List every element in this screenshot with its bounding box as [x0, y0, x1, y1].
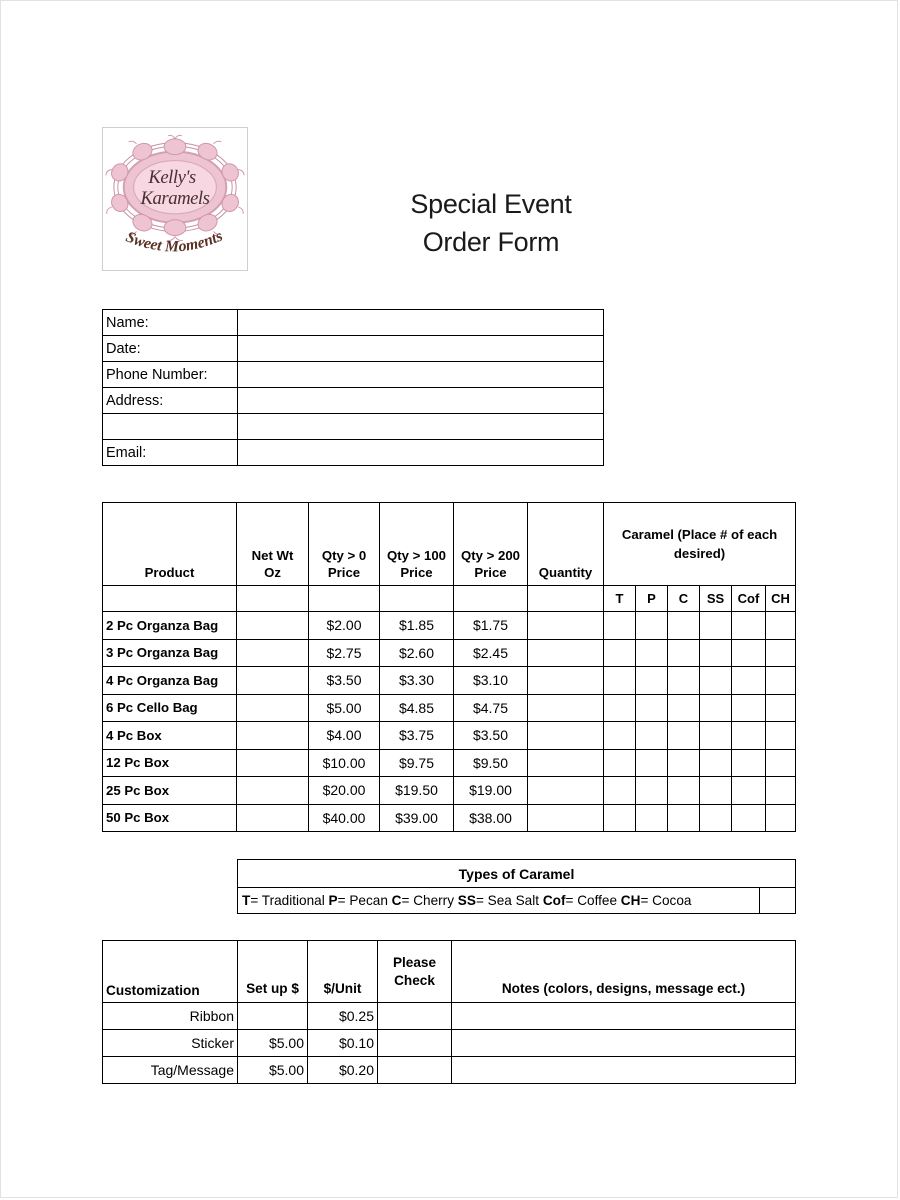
caramel-types-extra-cell[interactable] [760, 888, 796, 914]
caramel-qty-c[interactable] [668, 612, 700, 640]
col-header-net-weight-line1: Net Wt [251, 548, 294, 563]
caramel-types-title: Types of Caramel [238, 860, 796, 888]
col-header-notes: Notes (colors, designs, message ect.) [452, 941, 796, 1003]
customization-table [102, 940, 796, 1084]
caramel-qty-p[interactable] [636, 777, 668, 805]
contact-label-name: Name: [103, 310, 238, 336]
legend-code-ch: CH [620, 893, 641, 908]
col-header-please-check [378, 941, 452, 1003]
caramel-qty-ss[interactable] [700, 749, 732, 777]
contact-label-address2 [103, 414, 238, 440]
table-row [103, 1057, 796, 1084]
caramel-qty-cof[interactable] [732, 777, 766, 805]
contact-info-table [102, 309, 604, 466]
caramel-qty-p[interactable] [636, 749, 668, 777]
product-name: 3 Pc Organza Bag [103, 639, 237, 667]
legend-code-t: T [242, 893, 251, 908]
svg-text:Karamels: Karamels [140, 187, 210, 209]
product-price-qty200: $2.45 [454, 639, 528, 667]
contact-label-email: Email: [103, 440, 238, 466]
caramel-qty-t[interactable] [604, 667, 636, 695]
customization-check-tag-message[interactable] [378, 1057, 452, 1084]
legend-code-p: P [328, 893, 338, 908]
col-header-setup-cost: Set up $ [238, 941, 308, 1003]
caramel-qty-t[interactable] [604, 777, 636, 805]
product-quantity-input[interactable] [528, 749, 604, 777]
legend-sep-t: = [250, 893, 262, 908]
customization-name-tag-message: Tag/Message [103, 1057, 238, 1084]
contact-input-phone[interactable] [238, 362, 604, 388]
product-name: 12 Pc Box [103, 749, 237, 777]
product-price-qty0: $2.75 [309, 639, 380, 667]
caramel-qty-ss[interactable] [700, 694, 732, 722]
col-header-qty-100-line2: Price [400, 565, 433, 580]
caramel-qty-ch[interactable] [766, 777, 796, 805]
caramel-code-cof: Cof [732, 586, 766, 612]
caramel-qty-ch[interactable] [766, 612, 796, 640]
caramel-qty-t[interactable] [604, 694, 636, 722]
caramel-qty-cof[interactable] [732, 722, 766, 750]
product-net-weight-input[interactable] [237, 639, 309, 667]
table-row [238, 860, 796, 888]
product-price-qty200: $3.50 [454, 722, 528, 750]
caramel-qty-c[interactable] [668, 639, 700, 667]
contact-input-name[interactable] [238, 310, 604, 336]
col-header-please-check-line2: Check [394, 972, 435, 988]
caramel-qty-p[interactable] [636, 804, 668, 832]
caramel-qty-p[interactable] [636, 722, 668, 750]
caramel-types-table [237, 859, 796, 914]
col-header-qty-100-line1: Qty > 100 [386, 548, 446, 563]
company-logo [102, 127, 248, 271]
customization-per-unit-sticker: $0.10 [308, 1030, 378, 1057]
caramel-code-c: C [668, 586, 700, 612]
product-net-weight-input[interactable] [237, 694, 309, 722]
caramel-code-ch: CH [766, 586, 796, 612]
product-price-qty200: $19.00 [454, 777, 528, 805]
page-title-line-2: Order Form [422, 227, 560, 257]
product-price-qty200: $38.00 [454, 804, 528, 832]
col-header-please-check-line1: Please [392, 954, 437, 970]
subheader-spacer-qty-200 [454, 586, 528, 612]
product-quantity-input[interactable] [528, 722, 604, 750]
col-header-quantity: Quantity [528, 503, 604, 586]
product-net-weight-input[interactable] [237, 804, 309, 832]
product-price-qty100: $9.75 [380, 749, 454, 777]
product-price-qty200: $1.75 [454, 612, 528, 640]
caramel-qty-ss[interactable] [700, 639, 732, 667]
customization-notes-ribbon[interactable] [452, 1003, 796, 1030]
col-header-qty-200-line1: Qty > 200 [460, 548, 520, 563]
legend-sep-c: = [401, 893, 414, 908]
customization-setup-ribbon [238, 1003, 308, 1030]
col-header-qty-0 [309, 503, 380, 586]
product-name: 4 Pc Organza Bag [103, 667, 237, 695]
caramel-qty-t[interactable] [604, 612, 636, 640]
table-row [103, 362, 604, 388]
caramel-code-row [103, 586, 796, 612]
legend-code-ss: SS [457, 893, 476, 908]
product-quantity-input[interactable] [528, 639, 604, 667]
product-price-qty100: $3.75 [380, 722, 454, 750]
table-row [103, 310, 604, 336]
table-row [103, 612, 796, 640]
kellys-karamels-logo-icon [103, 128, 247, 270]
col-header-net-weight-line2: Oz [264, 565, 281, 580]
caramel-code-ss: SS [700, 586, 732, 612]
legend-sep-ch: = [640, 893, 653, 908]
product-name: 4 Pc Box [103, 722, 237, 750]
customization-name-sticker: Sticker [103, 1030, 238, 1057]
table-row [103, 639, 796, 667]
product-name: 6 Pc Cello Bag [103, 694, 237, 722]
caramel-qty-cof[interactable] [732, 804, 766, 832]
col-header-qty-200-line2: Price [474, 565, 507, 580]
caramel-qty-p[interactable] [636, 667, 668, 695]
table-row [103, 749, 796, 777]
product-net-weight-input[interactable] [237, 667, 309, 695]
legend-sep-p: = [337, 893, 350, 908]
legend-sep-ss: = [475, 893, 488, 908]
contact-input-address[interactable] [238, 388, 604, 414]
caramel-qty-ch[interactable] [766, 639, 796, 667]
caramel-qty-ch[interactable] [766, 722, 796, 750]
caramel-qty-ch[interactable] [766, 749, 796, 777]
caramel-types-legend [238, 888, 760, 914]
contact-label-date: Date: [103, 336, 238, 362]
customization-header-row [103, 941, 796, 1003]
col-header-customization: Customization [103, 941, 238, 1003]
product-price-qty100: $3.30 [380, 667, 454, 695]
page-title [301, 185, 681, 261]
table-row [103, 722, 796, 750]
legend-name-cof: Coffee [577, 893, 621, 908]
legend-sep-cof: = [565, 893, 578, 908]
product-price-qty0: $5.00 [309, 694, 380, 722]
caramel-qty-cof[interactable] [732, 749, 766, 777]
legend-code-cof: Cof [542, 893, 566, 908]
customization-per-unit-tag-message: $0.20 [308, 1057, 378, 1084]
subheader-spacer-qty-100 [380, 586, 454, 612]
caramel-qty-p[interactable] [636, 612, 668, 640]
caramel-qty-c[interactable] [668, 777, 700, 805]
caramel-code-t: T [604, 586, 636, 612]
subheader-spacer-quantity [528, 586, 604, 612]
caramel-qty-ch[interactable] [766, 804, 796, 832]
product-price-qty100: $2.60 [380, 639, 454, 667]
product-pricing-table [102, 502, 796, 832]
product-net-weight-input[interactable] [237, 722, 309, 750]
caramel-qty-cof[interactable] [732, 694, 766, 722]
product-price-qty200: $4.75 [454, 694, 528, 722]
customization-notes-sticker[interactable] [452, 1030, 796, 1057]
product-price-qty0: $10.00 [309, 749, 380, 777]
product-price-qty200: $9.50 [454, 749, 528, 777]
product-price-qty0: $20.00 [309, 777, 380, 805]
contact-label-address: Address: [103, 388, 238, 414]
caramel-qty-ch[interactable] [766, 694, 796, 722]
product-name: 2 Pc Organza Bag [103, 612, 237, 640]
table-row [103, 414, 604, 440]
subheader-spacer-product [103, 586, 237, 612]
contact-input-address2[interactable] [238, 414, 604, 440]
table-row [103, 1003, 796, 1030]
caramel-qty-t[interactable] [604, 639, 636, 667]
caramel-qty-ch[interactable] [766, 667, 796, 695]
caramel-qty-c[interactable] [668, 804, 700, 832]
caramel-qty-cof[interactable] [732, 667, 766, 695]
product-header-row [103, 503, 796, 586]
legend-name-t: Traditional [261, 893, 329, 908]
contact-label-phone: Phone Number: [103, 362, 238, 388]
caramel-code-p: P [636, 586, 668, 612]
product-quantity-input[interactable] [528, 612, 604, 640]
customization-name-ribbon: Ribbon [103, 1003, 238, 1030]
caramel-qty-ss[interactable] [700, 804, 732, 832]
col-header-qty-0-line1: Qty > 0 [321, 548, 367, 563]
product-price-qty0: $40.00 [309, 804, 380, 832]
table-row [103, 336, 604, 362]
product-quantity-input[interactable] [528, 667, 604, 695]
svg-text:Sweet Moments: Sweet Moments [123, 227, 226, 256]
svg-text:Kelly's: Kelly's [148, 167, 196, 189]
legend-name-p: Pecan [349, 893, 392, 908]
subheader-spacer-net-weight [237, 586, 309, 612]
caramel-qty-ss[interactable] [700, 667, 732, 695]
caramel-qty-c[interactable] [668, 667, 700, 695]
table-row [103, 667, 796, 695]
product-name: 50 Pc Box [103, 804, 237, 832]
legend-code-c: C [391, 893, 402, 908]
product-quantity-input[interactable] [528, 694, 604, 722]
subheader-spacer-qty-0 [309, 586, 380, 612]
product-price-qty0: $4.00 [309, 722, 380, 750]
customization-per-unit-ribbon: $0.25 [308, 1003, 378, 1030]
contact-input-date[interactable] [238, 336, 604, 362]
product-price-qty100: $19.50 [380, 777, 454, 805]
legend-name-ch: Cocoa [652, 893, 692, 908]
caramel-qty-ss[interactable] [700, 777, 732, 805]
form-header [1, 127, 899, 287]
product-price-qty0: $2.00 [309, 612, 380, 640]
table-row [103, 694, 796, 722]
product-name: 25 Pc Box [103, 777, 237, 805]
product-price-qty200: $3.10 [454, 667, 528, 695]
contact-input-email[interactable] [238, 440, 604, 466]
table-row [103, 1030, 796, 1057]
customization-setup-tag-message: $5.00 [238, 1057, 308, 1084]
product-price-qty100: $4.85 [380, 694, 454, 722]
caramel-qty-t[interactable] [604, 749, 636, 777]
product-quantity-input[interactable] [528, 804, 604, 832]
customization-setup-sticker: $5.00 [238, 1030, 308, 1057]
legend-name-ss: Sea Salt [487, 893, 543, 908]
table-row [103, 804, 796, 832]
caramel-qty-t[interactable] [604, 722, 636, 750]
product-net-weight-input[interactable] [237, 749, 309, 777]
product-net-weight-input[interactable] [237, 612, 309, 640]
col-header-qty-0-line2: Price [327, 565, 361, 580]
col-header-caramel-group: Caramel (Place # of each desired) [604, 503, 796, 586]
caramel-qty-cof[interactable] [732, 612, 766, 640]
legend-name-c: Cherry [413, 893, 458, 908]
caramel-qty-p[interactable] [636, 694, 668, 722]
col-header-product: Product [103, 503, 237, 586]
table-row [103, 440, 604, 466]
caramel-qty-cof[interactable] [732, 639, 766, 667]
caramel-qty-p[interactable] [636, 639, 668, 667]
table-row [103, 388, 604, 414]
product-price-qty100: $1.85 [380, 612, 454, 640]
col-header-per-unit-cost: $/Unit [308, 941, 378, 1003]
caramel-qty-c[interactable] [668, 722, 700, 750]
caramel-qty-t[interactable] [604, 804, 636, 832]
product-quantity-input[interactable] [528, 777, 604, 805]
table-row [238, 888, 796, 914]
caramel-qty-c[interactable] [668, 694, 700, 722]
col-header-net-weight [237, 503, 309, 586]
customization-notes-tag-message[interactable] [452, 1057, 796, 1084]
product-price-qty100: $39.00 [380, 804, 454, 832]
caramel-qty-ss[interactable] [700, 612, 732, 640]
col-header-qty-200 [454, 503, 528, 586]
caramel-qty-c[interactable] [668, 749, 700, 777]
page-title-line-1: Special Event [410, 189, 572, 219]
customization-check-sticker[interactable] [378, 1030, 452, 1057]
caramel-qty-ss[interactable] [700, 722, 732, 750]
product-net-weight-input[interactable] [237, 777, 309, 805]
table-row [103, 777, 796, 805]
col-header-qty-100 [380, 503, 454, 586]
product-price-qty0: $3.50 [309, 667, 380, 695]
customization-check-ribbon[interactable] [378, 1003, 452, 1030]
